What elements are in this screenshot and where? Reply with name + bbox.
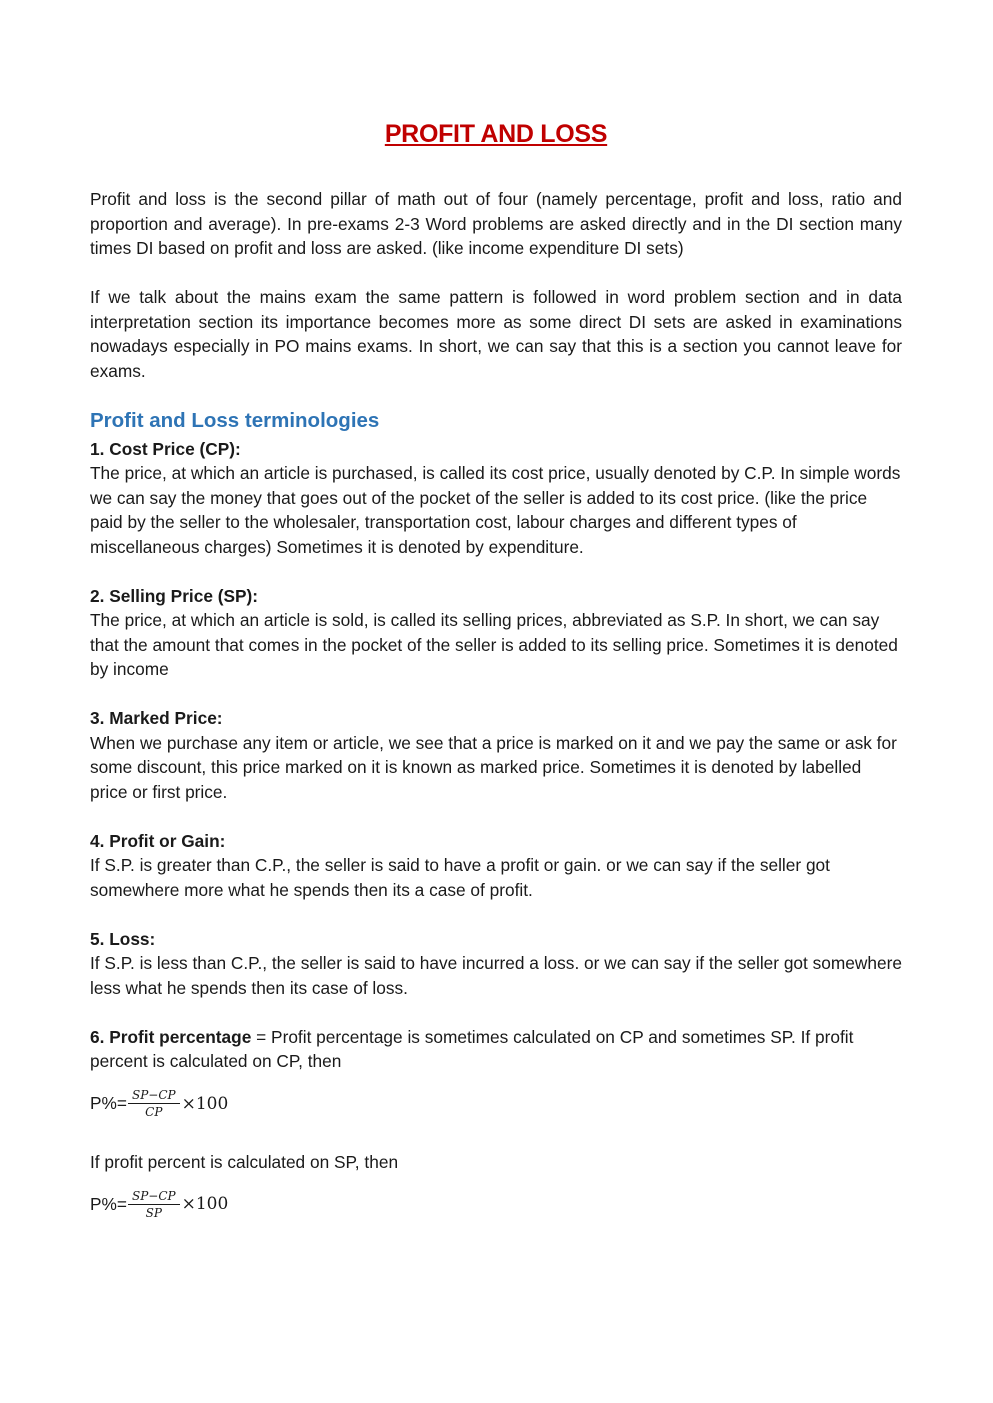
term-heading: 5. Loss:	[90, 928, 156, 949]
formula-suffix: ×100	[181, 1093, 229, 1114]
term-body: If S.P. is greater than C.P., the seller is said to have a profit or gain. or we can say if the seller got somewhere more what he spends then its a case of profit.	[90, 855, 830, 900]
term-heading: 2. Selling Price (SP):	[90, 585, 259, 606]
term-marked-price	[90, 706, 902, 804]
term-heading: 4. Profit or Gain:	[90, 830, 226, 851]
formula-prefix: P%=	[90, 1193, 127, 1214]
section-heading: Profit and Loss terminologies	[90, 408, 380, 432]
term-body: When we purchase any item or article, we see that a price is marked on it and we pay the same or ask for some discount, this price marked on it is known as marked price. Sometimes it is denoted by labelled price or first price.	[90, 732, 897, 802]
term-cost-price	[90, 437, 902, 560]
term-heading: 3. Marked Price:	[90, 708, 223, 728]
formula-profit-percent-cp	[90, 1084, 902, 1124]
term-heading: 1. Cost Price (CP):	[90, 438, 241, 459]
term-selling-price	[90, 584, 902, 682]
term-loss	[90, 927, 902, 1001]
sp-intro-text: If profit percent is calculated on SP, then	[90, 1151, 399, 1172]
formula-prefix: P%=	[90, 1093, 127, 1113]
formula-suffix: ×100	[181, 1194, 229, 1214]
intro-paragraph-2: If we talk about the mains exam the same pattern is followed in word problem section and in data interpretation section its importance becomes more as some direct DI sets are asked in examinations nowadays especially in PO mains exams. In short, we can say that this is a section you cannot leave for exams.	[90, 287, 902, 381]
fraction-denominator: CP	[145, 1105, 163, 1119]
fraction	[128, 1189, 180, 1220]
document-page	[90, 120, 902, 1250]
term-body: = Profit percentage is sometimes calculated on CP and sometimes SP. If profit percent is calculated on CP, then	[90, 1026, 854, 1071]
term-heading: 6. Profit percentage	[90, 1026, 252, 1047]
formula-profit-percent-sp	[90, 1184, 902, 1224]
term-profit	[90, 829, 902, 903]
term-body: The price, at which an article is purchased, is called its cost price, usually denoted by C.P. In simple words we can say the money that goes out of the pocket of the seller is added to its cost price. (like the price paid by the seller to the wholesaler, transportation cost, labour charges and different types of miscellaneous charges) Sometimes it is denoted by expenditure.	[90, 463, 901, 557]
term-body: The price, at which an article is sold, is called its selling prices, abbreviated as S.P. In short, we can say that the amount that comes in the pocket of the seller is added to its selling price. Sometimes it is denoted by income	[90, 610, 898, 679]
term-body: If S.P. is less than C.P., the seller is said to have incurred a loss. or we can say if the seller got somewhere less what he spends then its case of loss.	[90, 953, 902, 998]
fraction	[128, 1088, 180, 1119]
fraction-numerator: SP−CP	[128, 1088, 180, 1104]
intro-paragraph-1: Profit and loss is the second pillar of math out of four (namely percentage, profit and loss, ratio and proportion and average). In pre-exams 2-3 Word problems are asked directly and in the DI section many times DI based on profit and loss are asked. (like income expenditure DI sets)	[90, 189, 902, 258]
page-title: PROFIT AND LOSS	[384, 120, 608, 148]
fraction-numerator: SP−CP	[128, 1189, 180, 1205]
fraction-denominator: SP	[145, 1205, 162, 1220]
term-profit-percentage	[90, 1025, 902, 1074]
